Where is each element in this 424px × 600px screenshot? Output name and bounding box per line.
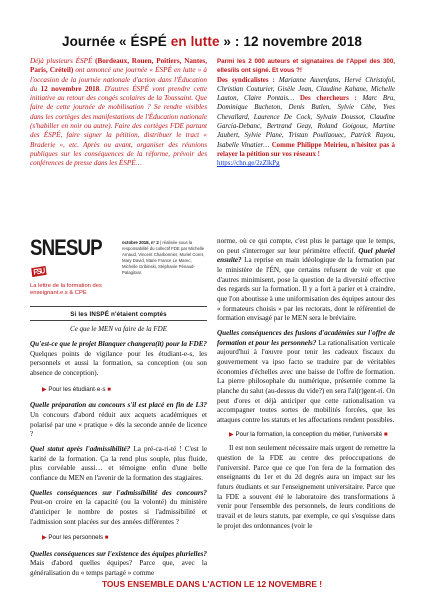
paragraph-q5: [30, 550, 207, 579]
section-divider-bottom: [30, 320, 207, 321]
right-column-body: [217, 237, 395, 531]
subheading-staff: [42, 533, 207, 544]
signers-block: [217, 57, 395, 169]
intro-lead: Déjà plusieurs ÉSPÉ: [30, 57, 96, 65]
arrow-icon: ▶: [42, 535, 47, 542]
answer-5: Mais d'abord quelles équipes? Parce que, avec la généralisation du « temps partagé » comme: [30, 559, 207, 578]
petition-link[interactable]: https://chn.ge/2zZlkPg: [217, 160, 280, 168]
paragraph-q6: [217, 329, 395, 426]
snesup-logo: [30, 237, 115, 301]
syndicalists-names: Marianne Auxenfans, Hervé Christofol, Christian Couturier, Gisèle Jean, Claudine Kahane, Michelle Lauton, Claire Pontais…: [217, 76, 395, 103]
square-bullet-icon: ■: [383, 431, 388, 439]
subheading-staff-label: Pour les personnels: [48, 534, 104, 542]
intro-date: 12 novembre 2018: [40, 84, 100, 93]
intro-rest-1: ont annoncé une journée « ÉSPÉ en lutte » à l'occasion de la journée nationale d'action dans l'Éducation du: [30, 66, 207, 93]
title-part-2: en lutte: [166, 34, 220, 49]
paragraph-q3: [30, 445, 207, 484]
paragraph-university: [217, 444, 395, 531]
square-bullet-icon: ■: [107, 386, 111, 393]
logo-badge: FSU: [32, 265, 45, 277]
question-2: Quelle préparation au concours s'il est placé en fin de L3?: [30, 401, 207, 410]
page-title: [0, 34, 424, 49]
paragraph-q2: [30, 401, 207, 440]
section-subheading: Ce que le MEN va faire de la FDE: [70, 325, 167, 333]
paragraph-q1: [30, 340, 207, 379]
researchers-names: Marc Bru, Dominique Bucheton, Denis Butlen, Sylvie Cèbe, Yves Chevallard, Laurence De Cock, Sylvain Doussot, Claudine Garcia-Debanc, Bertrand Geay, Roland Goigoux, Martine Jaubert, Sylvie Plane, Tristan Poullaouec, Patrick Rayou, Isabelle Vinatier…: [217, 95, 395, 149]
subheading-training: [229, 430, 395, 439]
continuation-text-2: La reprise en main idéologique de la formation par le ministère de l'ÉN, que certains refusent de voir et que d'autres minimisent, pose la question de la diversité effective des regards sur la formation. Il y a fort à parier et à craindre, que l'on aboutisse à une uniformisation des équipes autour des « formateurs choisis » par les rectorats, dont le référentiel de formation envisagé par le MEN sera le bréviaire.: [217, 256, 395, 323]
left-column-body: [30, 340, 207, 579]
subheading-students: [42, 385, 207, 396]
section-divider-top: [30, 306, 207, 307]
intro-paragraph: [30, 57, 207, 169]
issue-number: octobre 2018, n° 2: [122, 240, 159, 245]
university-text: Il est non seulement nécessaire mais urgent de remettre la question de la FDE au centre des préoccupations de l'université. Parce que ce que l'on fera de la formation des enseignants du 1er et du 2d degrés aura un impact sur les futurs étudiants et sur l'enseignement universitaire. Parce que la FDE a souvent été le laboratoire des transformations à venir pour l'ensemble des personnels, de leurs conditions de travail et de leurs statuts, par exemple, ce qui s'esquisse dans le projet des ordonnances (voir le: [217, 444, 395, 530]
question-3: Quel statut après l'admissibilité?: [30, 444, 131, 453]
syndicalists-label: Des syndicalistes :: [217, 76, 275, 84]
section-heading: Si les INSPÉ n'étaient comptés: [70, 311, 167, 318]
answer-3: La pré-ca-ri-té ! C'est le karité de la formation. Ça la rend plus souple, plus fluide, plus corvéable aussi… et témoigne enfin d'une belle confiance du MEN en l'avenir de la formation des stagiaires.: [30, 444, 207, 482]
arrow-icon: ▶: [229, 431, 234, 439]
title-part-3: » : 12 novembre 2018: [219, 34, 363, 49]
question-5: Quelles conséquences sur l'existence des équipes plurielles?: [30, 549, 207, 558]
answer-6: La rationalisation verticale aujourd'hui à l'œuvre pour tenir les cadeaux fiscaux du gouvernement va ipso facto se traduire par de véritables économies d'échelles avec une baisse de l'offre de formation. La pierre philosophale du numérique, présentée comme la planche du salut (au-dessus du vide?) en sera l'al(r)gent-ri. On peut d'ores et déjà anticiper que cette rationalisation va accompagner toutes sortes de mobilités forcées, que les attaques contre les statuts et les affectations rendent possibles.: [217, 338, 395, 424]
answer-1: Quelques points de vigilance pour les étudiant-e-s, les personnels et aussi la formation, sa conception (ou son absence de conception).: [30, 349, 207, 377]
answer-2: Un concours d'abord réduit aux acquets académiques et polarisé par une « pratique » dès la seconde année de licence ?: [30, 410, 207, 439]
logo-subtitle: La lettre de la formation des enseignant.e.s & CPE: [30, 283, 102, 296]
subheading-training-label: Pour la formation, la conception du métier, l'université: [235, 431, 383, 439]
question-6: Quelles conséquences des fusions d'académies sur l'offre de formation et pour les personnels?: [217, 328, 395, 347]
title-part-1: Journée « ÉSPÉ: [61, 34, 167, 49]
question-1: Qu'est-ce que le projet Blanquer changera(it) pour la FDE?: [30, 340, 207, 348]
signers-heading: Parmi les 2 000 auteurs et signataires de l'Appel des 300, elles/ils ont signé. Et vous ?!: [217, 58, 395, 75]
logo-word: SNESUP: [30, 235, 102, 260]
subheading-students-label: Pour les étudiant·e·s: [48, 385, 106, 393]
intro-rest-2: . D'autres ÉSPÉ vont prendre cette initiative au retour des congés scolaires de la Toussaint. Que faire de cette journée de mobilisation ? Se rendre visibles dans les cortèges des manifestations de l'Éducation nationale (s'habiller en noir ou autre). Faire des cortèges FDE partant des ÉSPÉ, faire signer la pétition, distribuer le tract « Braderie », etc. Après ou avant, organiser des réunions publiques sur les conséquences de la réforme, prévoir des conférences de presse dans les ÉSPÉ…: [30, 84, 207, 168]
paragraph-q4: [30, 489, 207, 528]
intro-places: (Bordeaux, Rouen, Poitiers, Nantes, Paris, Créteil): [30, 57, 207, 75]
petition-call: Comme Philippe Meirieu, n'hésitez pas à relayer la pétition sur vos réseaux !: [217, 141, 395, 158]
footer-call-to-action: TOUS ENSEMBLE DANS L'ACTION LE 12 NOVEMBRE !: [101, 579, 323, 589]
researchers-label: Des chercheurs :: [294, 95, 357, 103]
issue-credits: [122, 240, 208, 275]
arrow-icon: ▶: [42, 386, 47, 393]
credits-text: | réalisée sous la responsabilité du collectif FDE par Michelle Arnaud, Vincent Charbonnier, Muriel Coret, Mary David, Marie France Le Marec, Michelle Gribinski, Stéphanie Pénaud-Palagitxar.: [122, 240, 205, 275]
continuation-text: norme, où ce qui compte, c'est plus le partage que le temps, on peut s'interroger sur leur périmètre effectif.: [217, 237, 395, 255]
paragraph-continuation: [217, 237, 395, 324]
question-4: Quelles conséquences sur l'admissibilité des concours?: [30, 488, 207, 497]
square-bullet-icon: ■: [104, 535, 109, 542]
answer-4: Peut-on croire en la capacité (ou la volonté) du ministère d'anticiper le nombre de postes si l'admissibilité et l'admission sont placées sur des années différentes ?: [30, 498, 207, 526]
question-plural: Quel pluriel ensuite?: [217, 246, 396, 265]
